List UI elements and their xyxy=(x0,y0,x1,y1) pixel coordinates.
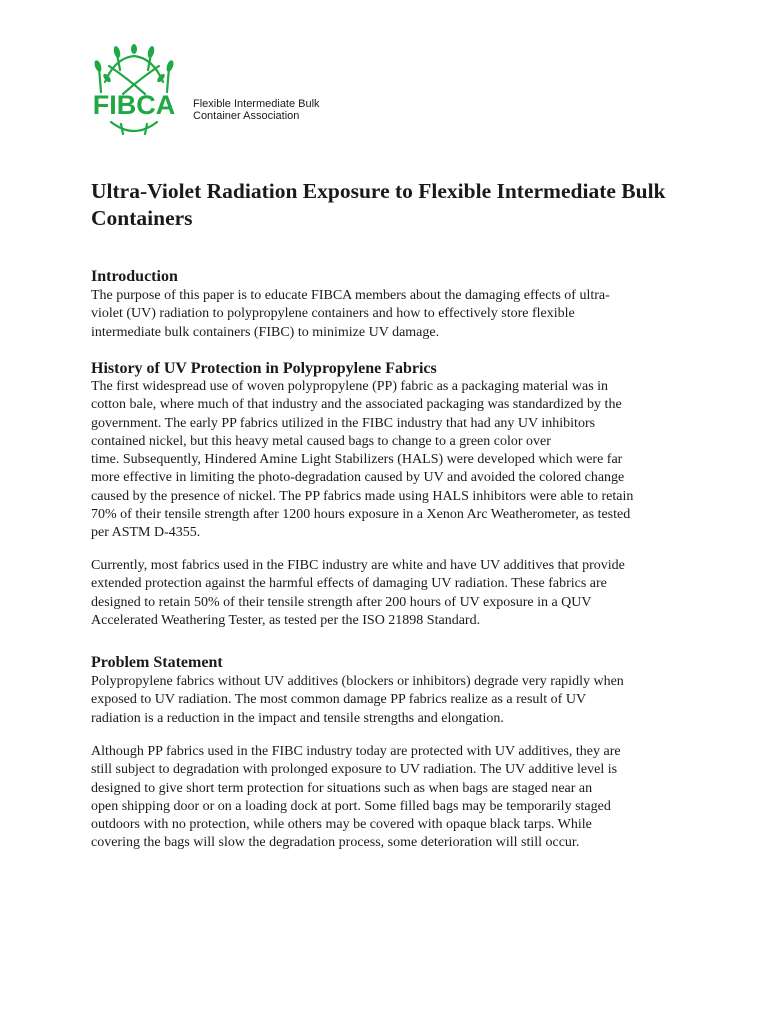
text-line: Accelerated Weathering Tester, as tested per the ISO 21898 Standard. xyxy=(91,612,481,628)
text-line: Polypropylene fabrics without UV additives (blockers or inhibitors) degrade very rapidly when xyxy=(91,674,624,689)
text-line: cotton bale, where much of that industry and the associated packaging was standardized by the xyxy=(91,397,622,413)
text-line: designed to give short term protection for situations such as when bags are staged near an xyxy=(91,780,593,796)
paragraph-problem-2 xyxy=(91,743,621,853)
section-heading-problem-statement: Problem Statement xyxy=(91,654,223,671)
text-line: caused by the presence of nickel. The PP fabrics made using HALS inhibitors were able to retain xyxy=(91,488,634,504)
text-line: The purpose of this paper is to educate FIBCA members about the damaging effects of ultra- xyxy=(91,288,610,303)
org-name-line: Container Association xyxy=(193,110,300,122)
text-line: Currently, most fabrics used in the FIBC industry are white and have UV additives that provide xyxy=(91,558,625,573)
text-line: still subject to degradation with prolonged exposure to UV radiation. The UV additive level is xyxy=(91,762,618,778)
text-line: 70% of their tensile strength after 1200 hours exposure in a Xenon Arc Weatherometer, as tested xyxy=(91,507,631,523)
document-title: Ultra-Violet Radiation Exposure to Flexible Intermediate Bulk Containers xyxy=(91,179,666,230)
paragraph-history-2 xyxy=(91,557,625,630)
text-line: government. The early PP fabrics utilized in the FIBC industry that had any UV inhibitors xyxy=(91,415,596,431)
fibca-logo xyxy=(87,44,182,138)
text-line: time. Subsequently, Hindered Amine Light Stabilizers (HALS) were developed which were far xyxy=(91,452,623,468)
text-line: The first widespread use of woven polypropylene (PP) fabric as a packaging material was in xyxy=(91,379,609,394)
paragraph-problem-1 xyxy=(91,673,624,728)
text-line: more effective in limiting the photo-degradation caused by UV and avoided the colored change xyxy=(91,470,625,486)
text-line: contained nickel, but this heavy metal caused bags to change to a green color over xyxy=(91,433,551,449)
org-name-line: Flexible Intermediate Bulk xyxy=(193,98,320,110)
text-line: violet (UV) radiation to polypropylene containers and how to effectively store flexible xyxy=(91,306,575,322)
section-heading-introduction: Introduction xyxy=(91,268,178,285)
text-line: open shipping door or on a loading dock at port. Some filled bags may be temporarily staged xyxy=(91,798,611,814)
text-line: outdoors with no protection, while others may be covered with opaque black tarps. While xyxy=(91,817,592,833)
text-line: designed to retain 50% of their tensile strength after 200 hours of UV exposure in a QUV xyxy=(91,594,592,610)
text-line: covering the bags will slow the degradation process, some deterioration will still occur. xyxy=(91,835,580,851)
paragraph-history-1 xyxy=(91,378,633,543)
section-heading-history: History of UV Protection in Polypropylene Fabrics xyxy=(91,360,437,377)
text-line: per ASTM D-4355. xyxy=(91,525,201,541)
text-line: radiation is a reduction in the impact and tensile strengths and elongation. xyxy=(91,710,504,726)
organization-name xyxy=(193,98,320,122)
text-line: Although PP fabrics used in the FIBC industry today are protected with UV additives, they are xyxy=(91,744,621,759)
text-line: intermediate bulk containers (FIBC) to minimize UV damage. xyxy=(91,324,440,340)
text-line: extended protection against the harmful effects of damaging UV radiation. These fabrics are xyxy=(91,576,607,592)
logo-wordmark: FIBCA xyxy=(92,90,176,120)
paragraph-introduction xyxy=(91,287,610,342)
text-line: exposed to UV radiation. The most common damage PP fabrics realize as a result of UV xyxy=(91,692,587,708)
